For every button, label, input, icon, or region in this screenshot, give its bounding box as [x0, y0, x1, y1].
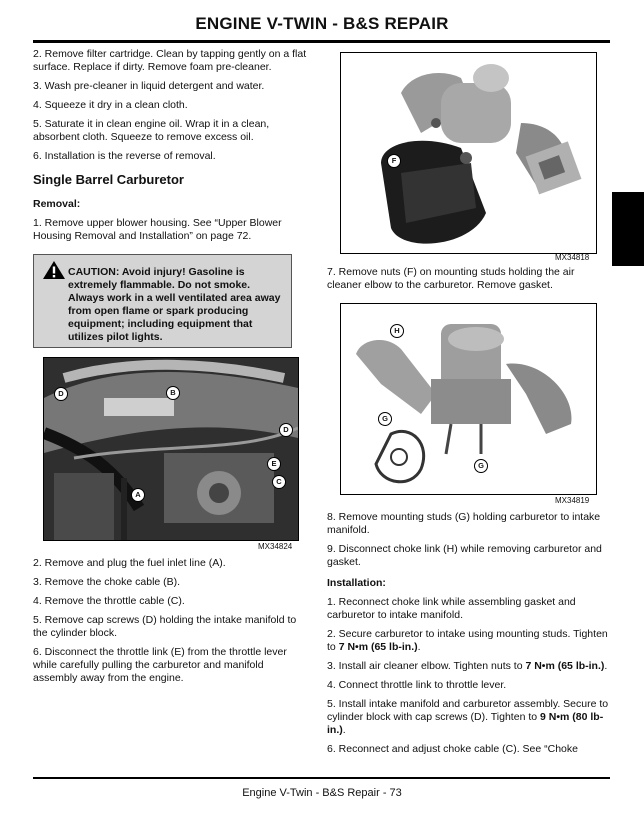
step-4-squeeze: 4. Squeeze it dry in a clean cloth.: [33, 99, 188, 111]
warning-icon: [42, 260, 66, 280]
step-2-fuel-line: 2. Remove and plug the fuel inlet line (A).: [33, 557, 226, 569]
step-9-choke-link: 9. Disconnect choke link (H) while removing carburetor and gasket.: [327, 543, 602, 568]
step-8-mounting-studs: 8. Remove mounting studs (G) holding carburetor to intake manifold.: [327, 511, 601, 536]
callout-g-right: G: [474, 459, 488, 473]
caution-box: [33, 254, 292, 348]
callout-g-left: G: [378, 412, 392, 426]
install-step-1: 1. Reconnect choke link while assembling gasket and carburetor to intake manifold.: [327, 596, 576, 621]
install-step-5-text: 5. Install intake manifold and carburetor assembly. Secure to cylinder block with cap screws (D). Tighten to: [327, 698, 609, 723]
step-5-saturate: 5. Saturate it in clean engine oil. Wrap it in a clean, absorbent cloth. Squeeze to remove excess oil.: [33, 118, 270, 143]
install-step-2-end: .: [417, 641, 421, 653]
install-step-3: [327, 660, 609, 673]
install-step-5-torque: 9 N•m (80 lb-in.): [327, 711, 604, 736]
install-step-3-torque: 7 N•m (65 lb-in.): [525, 660, 605, 672]
carburetor-manifold-illustration: [341, 304, 596, 494]
install-step-2: [327, 628, 609, 654]
photo-carburetor-manifold: [340, 303, 597, 495]
step-2-filter: 2. Remove filter cartridge. Clean by tapping gently on a flat surface. Replace if dirty. Remove foam pre-cleaner.: [33, 48, 307, 73]
left-column-bottom: [33, 557, 305, 691]
footer-rule: [33, 777, 610, 779]
install-step-4: 4. Connect throttle link to throttle lever.: [327, 679, 507, 691]
step-6-installation: 6. Installation is the reverse of removal.: [33, 150, 216, 162]
installation-heading: Installation:: [327, 577, 386, 589]
carburetor-elbow-illustration: [341, 53, 596, 253]
install-step-2-text: 2. Secure carburetor to intake using mounting studs. Tighten to: [327, 628, 608, 653]
page-footer: Engine V-Twin - B&S Repair - 73: [242, 787, 402, 799]
callout-c: C: [272, 475, 286, 489]
install-step-5: [327, 698, 609, 737]
caution-text: CAUTION: Avoid injury! Gasoline is extremely flammable. Do not smoke. Always work in a well ventilated area away from open flame or spark producing equipment; including equipment that utilizes pilot lights.: [68, 266, 281, 343]
callout-d-left: D: [54, 387, 68, 401]
step-4-throttle-cable: 4. Remove the throttle cable (C).: [33, 595, 185, 607]
right-step-7-block: [327, 266, 609, 298]
callout-a: A: [131, 488, 145, 502]
photo-carburetor-installed: [43, 357, 299, 541]
photo-caption-mx34818: MX34818: [555, 253, 590, 262]
callout-f: F: [387, 154, 401, 168]
callout-d-right: D: [279, 423, 293, 437]
install-step-3-end: .: [604, 660, 608, 672]
step-3-wash: 3. Wash pre-cleaner in liquid detergent and water.: [33, 80, 265, 92]
photo-caption-mx34819: MX34819: [555, 496, 590, 505]
step-7-remove-nuts: 7. Remove nuts (F) on mounting studs holding the air cleaner elbow to the carburetor. Remove gasket.: [327, 266, 575, 291]
left-column: [33, 48, 313, 249]
callout-h: H: [390, 324, 404, 338]
removal-step-1: 1. Remove upper blower housing. See “Upper Blower Housing Removal and Installation” on page 72.: [33, 217, 282, 242]
install-step-5-end: .: [342, 724, 346, 736]
install-step-6: 6. Reconnect and adjust choke cable (C). See “Choke: [327, 743, 578, 755]
section-heading: Single Barrel Carburetor: [33, 172, 184, 187]
header-rule: [33, 40, 610, 43]
install-step-3-text: 3. Install air cleaner elbow. Tighten nuts to: [327, 660, 526, 672]
step-3-choke-cable: 3. Remove the choke cable (B).: [33, 576, 181, 588]
callout-b: B: [166, 386, 180, 400]
right-column-bottom: [327, 511, 609, 762]
step-6-throttle-link: 6. Disconnect the throttle link (E) from the throttle lever while carefully pulling the carburetor and manifold assembly away from the engine.: [33, 646, 287, 684]
callout-e: E: [267, 457, 281, 471]
install-step-2-torque: 7 N•m (65 lb-in.): [338, 641, 418, 653]
photo-caption-mx34824: MX34824: [258, 542, 293, 551]
photo-carburetor-elbow: [340, 52, 597, 254]
section-tab-marker: [612, 192, 644, 266]
removal-heading: Removal:: [33, 198, 81, 210]
page-title: ENGINE V-TWIN - B&S REPAIR: [195, 14, 449, 33]
step-5-cap-screws: 5. Remove cap screws (D) holding the intake manifold to the cylinder block.: [33, 614, 297, 639]
